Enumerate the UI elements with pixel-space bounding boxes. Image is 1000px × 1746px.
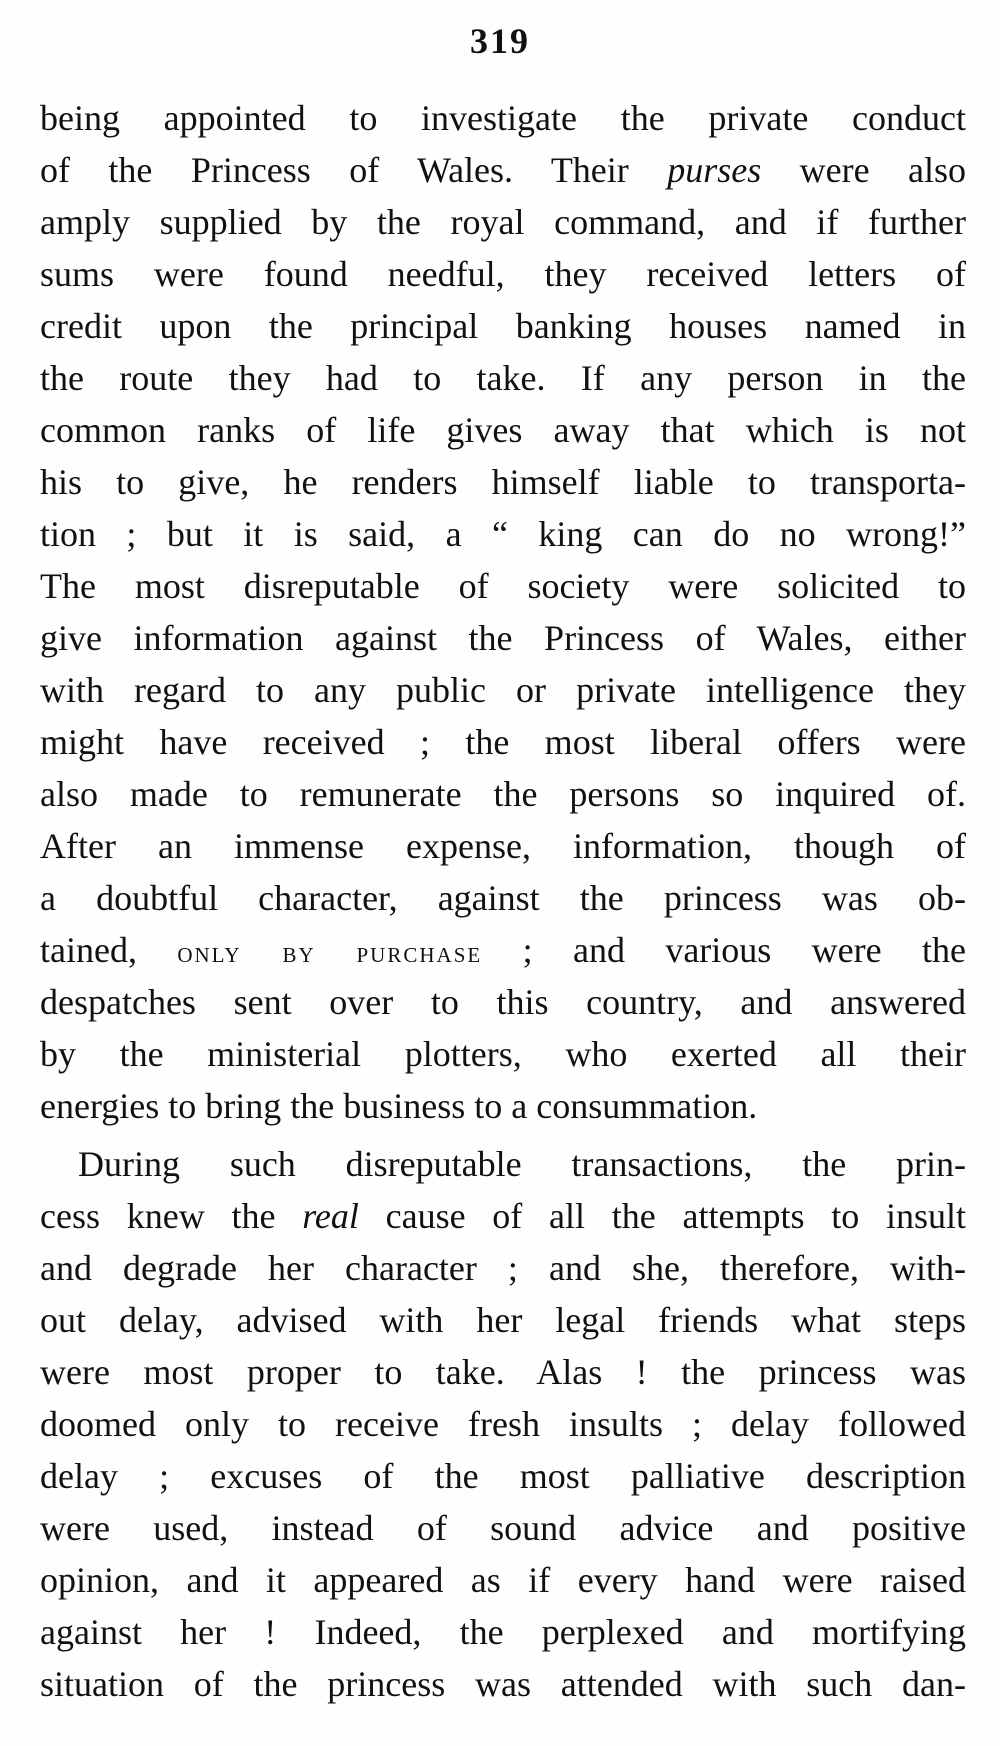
- text-span: ; and various were the: [482, 930, 966, 970]
- text-line: out delay, advised with her legal friends what steps: [40, 1300, 966, 1340]
- paragraph-1: [40, 92, 966, 1132]
- text-line: [40, 1190, 966, 1242]
- text-line: with regard to any public or private intelligence they: [40, 670, 966, 710]
- paragraph-2: [40, 1138, 966, 1710]
- text-line: credit upon the principal banking houses named in: [40, 306, 966, 346]
- text-line: against her ! Indeed, the perplexed and mortifying: [40, 1612, 966, 1652]
- text-span: cause of all the attempts to insult: [358, 1196, 967, 1236]
- text-span: tained,: [40, 930, 178, 970]
- text-span: were also: [761, 150, 966, 190]
- small-caps-phrase: only by purchase: [177, 936, 483, 969]
- text-line: During such disreputable transactions, the prin-: [78, 1144, 966, 1184]
- text-line: a doubtful character, against the princess was ob-: [40, 878, 966, 918]
- text-line: give information against the Princess of Wales, either: [40, 618, 966, 658]
- text-line: also made to remunerate the persons so inquired of.: [40, 774, 966, 814]
- text-line: situation of the princess was attended with such dan-: [40, 1664, 966, 1704]
- text-line: and degrade her character ; and she, therefore, with-: [40, 1248, 966, 1288]
- italic-word: purses: [667, 150, 762, 190]
- text-line: despatches sent over to this country, and answered: [40, 982, 966, 1022]
- text-line: might have received ; the most liberal offers were: [40, 722, 966, 762]
- text-line: the route they had to take. If any person in the: [40, 358, 966, 398]
- text-line: sums were found needful, they received letters of: [40, 254, 966, 294]
- text-line: being appointed to investigate the private conduct: [40, 98, 966, 138]
- text-span: cess knew the: [40, 1196, 303, 1236]
- text-line: common ranks of life gives away that which is not: [40, 410, 966, 450]
- body-text: [40, 92, 966, 1710]
- text-line: his to give, he renders himself liable to transporta-: [40, 462, 966, 502]
- text-line: tion ; but it is said, a “ king can do no wrong!”: [40, 514, 966, 554]
- text-line: [40, 924, 966, 976]
- text-line: were most proper to take. Alas ! the princess was: [40, 1352, 966, 1392]
- text-line: delay ; excuses of the most palliative description: [40, 1456, 966, 1496]
- page-number: 319: [470, 21, 530, 61]
- text-line: were used, instead of sound advice and positive: [40, 1508, 966, 1548]
- text-line: energies to bring the business to a consummation.: [40, 1086, 758, 1126]
- text-line: amply supplied by the royal command, and if further: [40, 202, 966, 242]
- text-line: The most disreputable of society were solicited to: [40, 566, 966, 606]
- text-line: opinion, and it appeared as if every hand were raised: [40, 1560, 966, 1600]
- italic-word: real: [302, 1196, 359, 1236]
- text-line: doomed only to receive fresh insults ; delay followed: [40, 1404, 966, 1444]
- text-line: After an immense expense, information, though of: [40, 826, 966, 866]
- text-line: by the ministerial plotters, who exerted all their: [40, 1034, 966, 1074]
- text-span: of the Princess of Wales. Their: [40, 150, 668, 190]
- text-line: [40, 144, 966, 196]
